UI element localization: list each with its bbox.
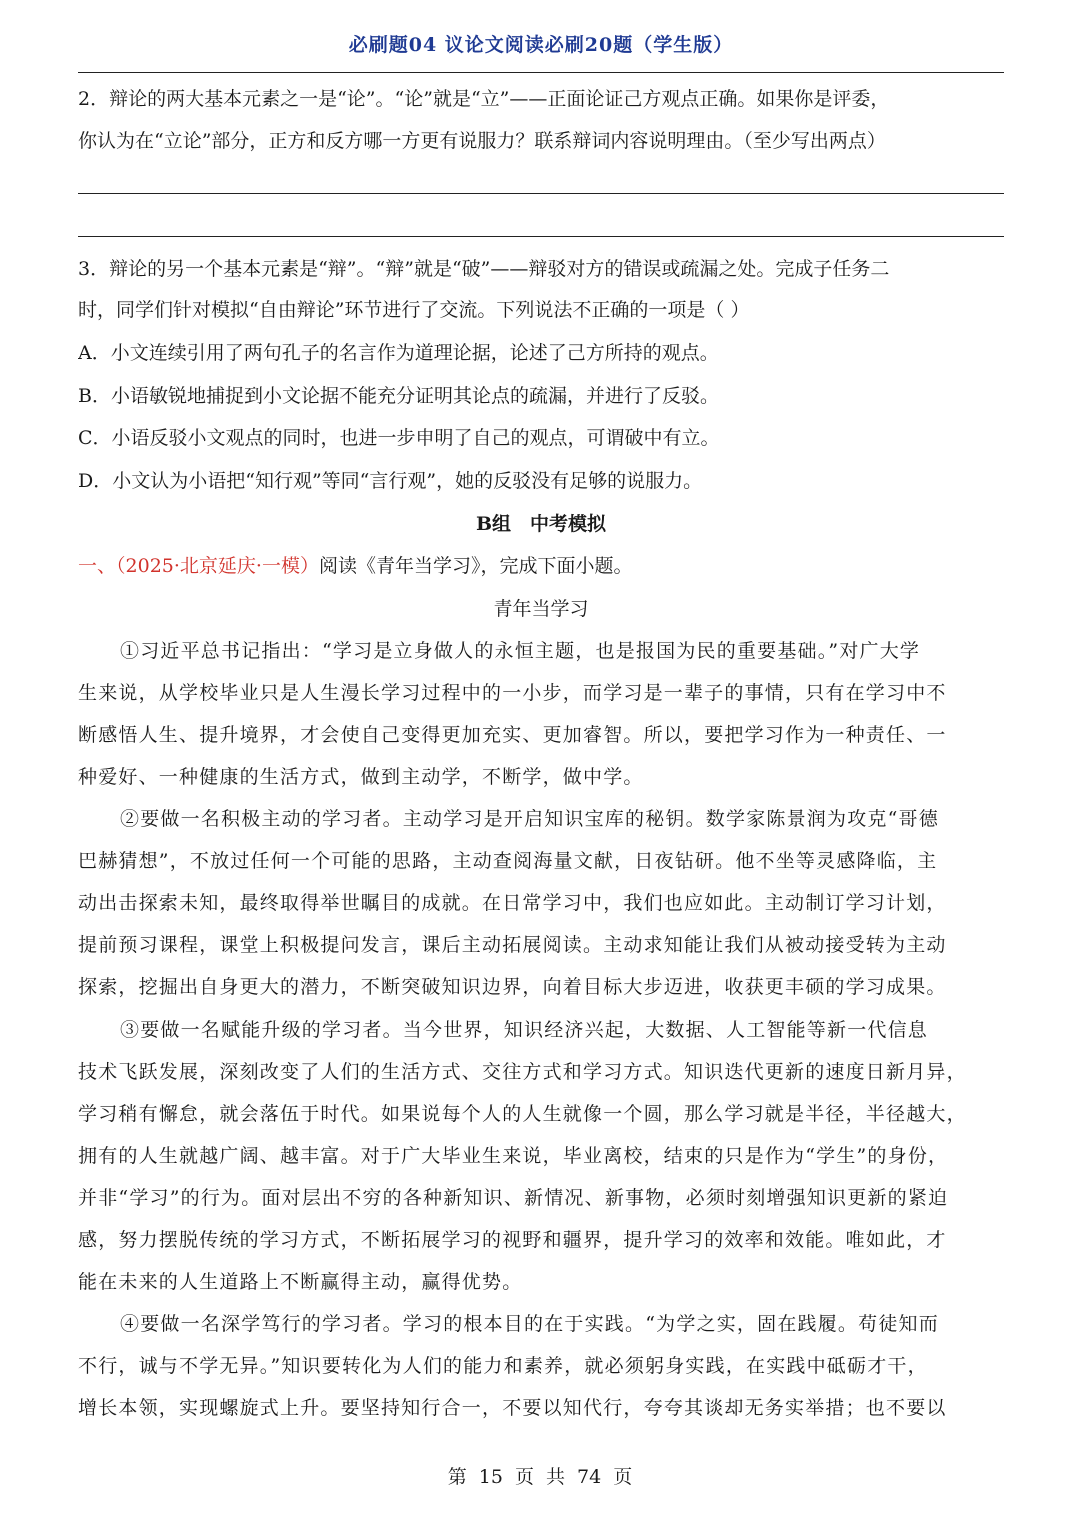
question-number: 一、 — [78, 555, 117, 577]
essay-paragraph-2-line: ②要做一名积极主动的学习者。主动学习是开启知识宝库的秘钥。数学家陈景润为攻克“哥德 — [120, 808, 939, 830]
essay-paragraph-1-line: 断感悟人生、提升境界，才会使自己变得更加充实、更加睿智。所以，要把学习作为一种责任、一 — [78, 724, 947, 746]
option-c: C．小语反驳小文观点的同时，也进一步申明了自己的观点，可谓破中有立。 — [78, 427, 720, 449]
question-3-line-1: 3．辩论的另一个基本元素是“辩”。“辩”就是“破”——辩驳对方的错误或疏漏之处。完成子任务二 — [78, 258, 890, 280]
essay-paragraph-3-line: 学习稍有懈怠，就会落伍于时代。如果说每个人的人生就像一个圆，那么学习就是半径，半径越大， — [78, 1103, 967, 1125]
question-3-line-2: 时，同学们针对模拟“自由辩论”环节进行了交流。下列说法不正确的一项是（ ） — [78, 299, 750, 321]
option-a: A．小文连续引用了两句孔子的名言作为道理论据，论述了己方所持的观点。 — [78, 342, 719, 364]
header-divider — [78, 72, 1004, 73]
essay-paragraph-1-line: 种爱好、一种健康的生活方式，做到主动学，不断学，做中学。 — [78, 766, 644, 788]
essay-paragraph-2-line: 动出击探索未知，最终取得举世瞩目的成就。在日常学习中，我们也应如此。主动制订学习计划， — [78, 892, 947, 914]
section-b-title: B组 中考模拟 — [475, 513, 607, 535]
essay-paragraph-1-line: ①习近平总书记指出：“学习是立身做人的永恒主题，也是报国为民的重要基础。”对广大学 — [120, 640, 921, 662]
essay-paragraph-3-line: 拥有的人生就越广阔、越丰富。对于广大毕业生来说，毕业离校，结束的只是作为“学生”的身份， — [78, 1145, 949, 1167]
essay-paragraph-2-line: 探索，挖掘出自身更大的潜力，不断突破知识边界，向着目标大步迈进，收获更丰硕的学习成果。 — [78, 976, 947, 998]
answer-line — [78, 236, 1004, 237]
answer-line — [78, 193, 1004, 194]
essay-title: 青年当学习 — [493, 598, 589, 620]
essay-paragraph-3-line: ③要做一名赋能升级的学习者。当今世界，知识经济兴起，大数据、人工智能等新一代信息 — [120, 1019, 929, 1041]
essay-paragraph-4-line: 增长本领，实现螺旋式上升。要坚持知行合一，不要以知代行，夸夸其谈却无务实举措；也不要以 — [78, 1397, 947, 1419]
essay-paragraph-2-line: 巴赫猜想”，不放过任何一个可能的思路，主动查阅海量文献，日夜钻研。他不坐等灵感降临，主 — [78, 850, 938, 872]
question-source: （2025·北京延庆·一模） — [116, 555, 319, 577]
essay-paragraph-4-line: 不行，诚与不学无异。”知识要转化为人们的能力和素养，就必须躬身实践，在实践中砥砺才干， — [78, 1355, 928, 1377]
essay-paragraph-2-line: 提前预习课程，课堂上积极提问发言，课后主动拓展阅读。主动求知能让我们从被动接受转为主动 — [78, 934, 947, 956]
essay-paragraph-3-line: 感，努力摆脱传统的学习方式，不断拓展学习的视野和疆界，提升学习的效率和效能。唯如此，才 — [78, 1229, 947, 1251]
essay-paragraph-3-line: 能在未来的人生道路上不断赢得主动，赢得优势。 — [78, 1271, 523, 1293]
essay-paragraph-4-line: ④要做一名深学笃行的学习者。学习的根本目的在于实践。“为学之实，固在践履。苟徒知而 — [120, 1313, 939, 1335]
essay-paragraph-3-line: 并非“学习”的行为。面对层出不穷的各种新知识、新情况、新事物，必须时刻增强知识更新的紧迫 — [78, 1187, 949, 1209]
question-2-line-1: 2．辩论的两大基本元素之一是“论”。“论”就是“立”——正面论证己方观点正确。如果你是评委， — [78, 88, 890, 110]
question-2-line-2: 你认为在“立论”部分，正方和反方哪一方更有说服力？联系辩词内容说明理由。（至少写出两点） — [78, 130, 886, 152]
essay-paragraph-1-line: 生来说，从学校毕业只是人生漫长学习过程中的一小步，而学习是一辈子的事情，只有在学习中不 — [78, 682, 947, 704]
option-b: B．小语敏锐地捕捉到小文论据不能充分证明其论点的疏漏，并进行了反驳。 — [78, 385, 719, 407]
page-header-title: 必刷题04 议论文阅读必刷20题（学生版） — [348, 34, 734, 56]
question-instruction: 阅读《青年当学习》，完成下面小题。 — [318, 555, 633, 577]
section-b-question-intro — [78, 553, 1004, 579]
essay-paragraph-3-line: 技术飞跃发展，深刻改变了人们的生活方式、交往方式和学习方式。知识迭代更新的速度日新月异， — [78, 1061, 967, 1083]
option-d: D．小文认为小语把“知行观”等同“言行观”，她的反驳没有足够的说服力。 — [78, 470, 703, 492]
page-number: 第 15 页 共 74 页 — [447, 1466, 633, 1488]
